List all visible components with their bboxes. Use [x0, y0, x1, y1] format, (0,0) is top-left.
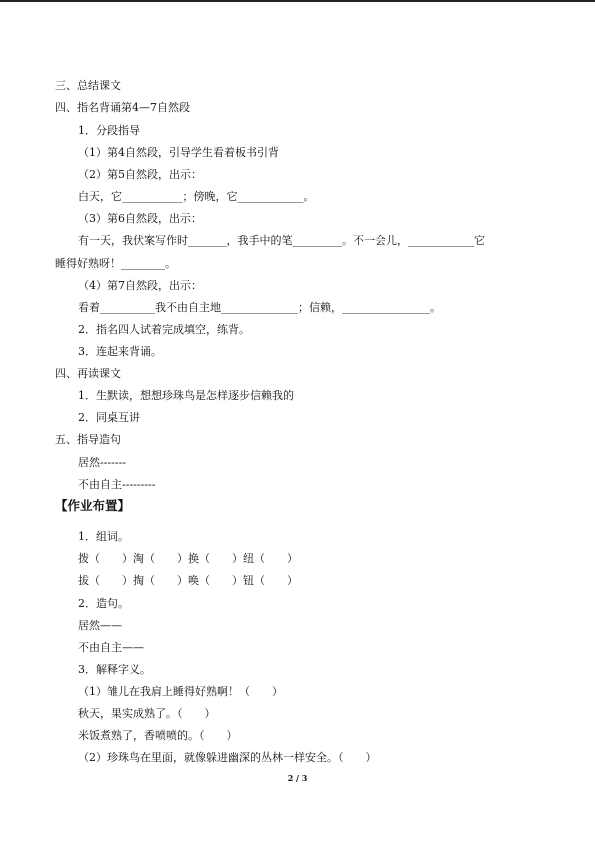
page-number: 2 / 3	[287, 773, 308, 783]
text-line: （2）第5自然段，出示：	[78, 168, 202, 181]
text-line: （4）第7自然段，出示：	[78, 279, 202, 292]
text-line: 1．分段指导	[78, 124, 140, 137]
header-rule	[0, 0, 595, 2]
text-line: 3．连起来背诵。	[78, 345, 162, 358]
fill-blank-line: 睡得好熟呀！________。	[55, 257, 176, 270]
section-heading: 四、再读课文	[55, 367, 121, 380]
text-line: （1）第4自然段，引导学生看着板书引背	[78, 146, 279, 159]
text-line: 拨（ ）淘（ ）换（ ）纽（ ）	[78, 552, 298, 565]
section-heading: 五、指导造句	[55, 433, 121, 446]
text-line: 拔（ ）掏（ ）唤（ ）钮（ ）	[78, 574, 298, 587]
text-line: 不由自主——	[78, 641, 144, 654]
text-line: 居然-------	[78, 456, 127, 469]
homework-title: 【作业布置】	[55, 498, 131, 513]
text-line: （3）第6自然段，出示：	[78, 212, 202, 225]
text-line: 2．造句。	[78, 597, 129, 610]
text-line: 不由自主---------	[78, 478, 156, 491]
section-heading: 三、总结课文	[55, 79, 121, 92]
text-line: 2．指名四人试着完成填空，练背。	[78, 323, 250, 336]
text-line: 1．生默读，想想珍珠鸟是怎样逐步信赖我的	[78, 389, 294, 402]
text-line: 2．同桌互讲	[78, 411, 140, 424]
text-line: 秋天，果实成熟了。（ ）	[78, 707, 216, 720]
text-line: 3．解释字义。	[78, 663, 151, 676]
text-line: 1．组词。	[78, 530, 129, 543]
fill-blank-line: 看着__________我不由自主地______________；信赖，________________。	[78, 301, 441, 314]
fill-blank-line: 有一天，我伏案写作时_______，我手中的笔_________。不一会儿，____________它	[78, 234, 485, 247]
text-line: 米饭煮熟了，香喷喷的。（ ）	[78, 729, 238, 742]
fill-blank-line: 白天，它___________；傍晚，它____________。	[78, 190, 315, 203]
text-line: （2）珍珠鸟在里面，就像躲进幽深的丛林一样安全。（ ）	[78, 751, 377, 764]
section-heading: 四、指名背诵第4—7自然段	[55, 101, 190, 114]
text-line: 居然——	[78, 619, 122, 632]
text-line: （1）雏儿在我肩上睡得好熟啊！（ ）	[78, 685, 283, 698]
